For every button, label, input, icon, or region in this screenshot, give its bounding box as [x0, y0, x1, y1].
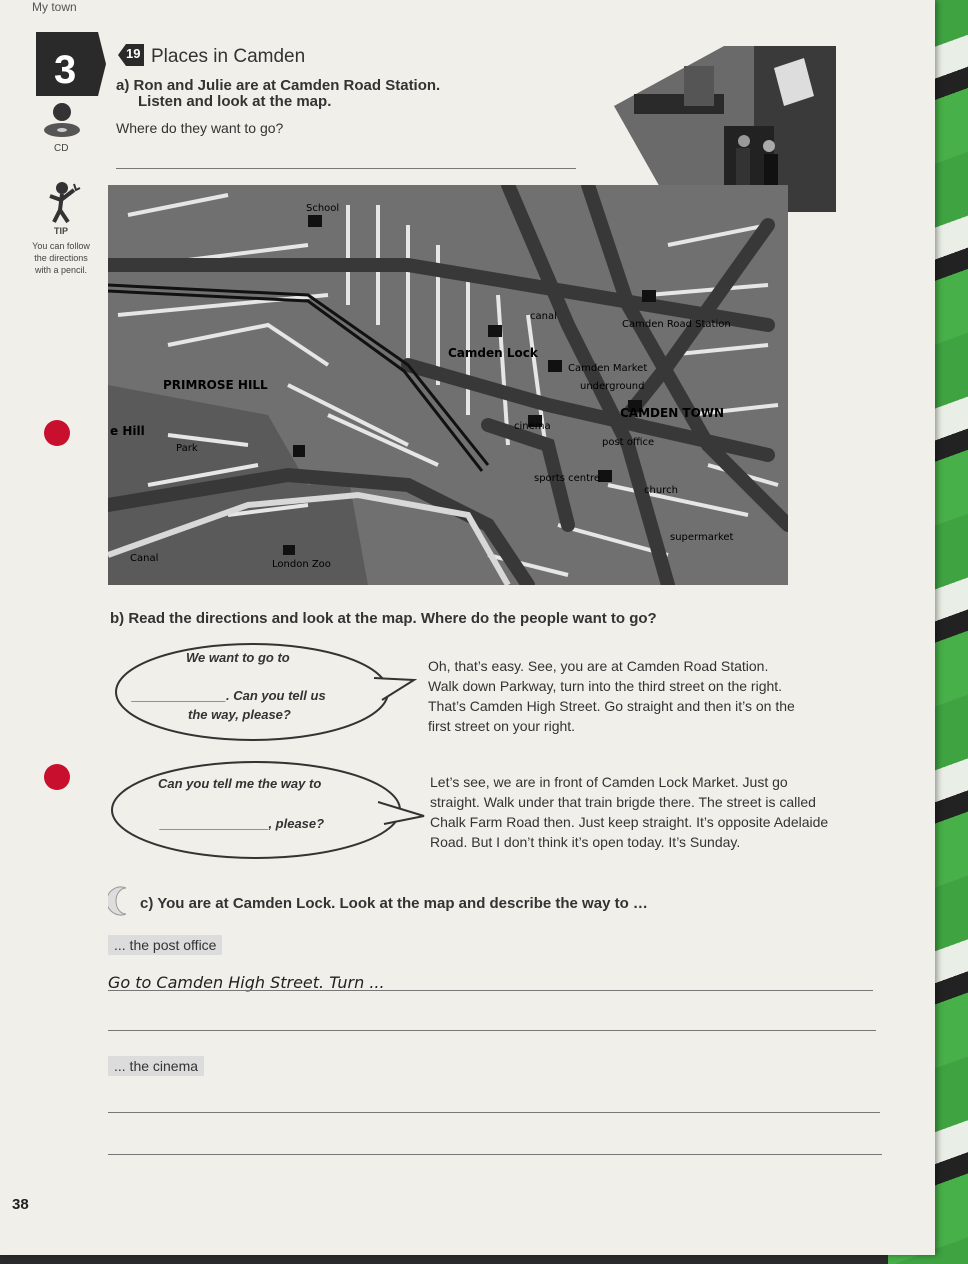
speech-bubble-2 [108, 758, 428, 867]
response-1-line: first street on your right. [428, 718, 576, 734]
handwritten-answer[interactable]: Go to Camden High Street. Turn ... [108, 973, 385, 992]
part-a-question: Where do they want to go? [116, 120, 284, 136]
part-a-answer-line[interactable] [116, 168, 576, 169]
response-2-line: Let’s see, we are in front of Camden Lock Market. Just go [430, 774, 788, 790]
bubble-1-line-3: the way, please? [188, 707, 291, 722]
map-label-park: Park [176, 443, 198, 454]
map-label-camden-lock: Camden Lock [448, 346, 538, 360]
map-label-post-office: post office [602, 437, 655, 448]
tip-text: You can follow the directions with a pencil. [32, 241, 90, 275]
moon-icon [108, 886, 134, 921]
answer-line-4[interactable] [108, 1154, 882, 1155]
map-label-sports-centre: sports centre [534, 473, 601, 484]
response-2-line: Road. But I don’t think it’s open today. It’s Sunday. [430, 834, 741, 850]
cd-icon [40, 100, 84, 145]
map-label-canal: canal [530, 311, 557, 322]
bubble-1-line-1: We want to go to [186, 650, 290, 665]
map-label-camden-town: CAMDEN TOWN [620, 406, 725, 420]
unit-number: 3 [54, 48, 77, 92]
unit-badge [28, 28, 110, 100]
red-bullet-1 [44, 420, 70, 446]
prompt-cinema: ... the cinema [108, 1056, 204, 1076]
map-label-london-zoo: London Zoo [272, 559, 331, 570]
map-label-primrose-hill: PRIMROSE HILL [163, 378, 268, 392]
tip-figure-icon [46, 180, 82, 229]
prompt-post-office: ... the post office [108, 935, 222, 955]
map-label-cinema: cinema [514, 421, 551, 432]
response-2-line: straight. Walk under that train brigde there. The street is called [430, 794, 816, 810]
map-label-school: School [306, 203, 340, 214]
cd-label: CD [54, 143, 69, 154]
track-badge [118, 44, 144, 66]
page-number: 38 [12, 1196, 29, 1213]
bubble-1-line-2[interactable]: _____________. Can you tell us [132, 688, 326, 703]
map-label-hill: e Hill [110, 424, 145, 438]
page-header: My town [32, 0, 77, 14]
camden-map [108, 185, 788, 585]
map-label-camden-market: Camden Market [568, 363, 648, 374]
map-graphic [108, 185, 788, 585]
answer-line-1[interactable] [108, 990, 873, 991]
bubble-2-line-1: Can you tell me the way to [158, 776, 322, 791]
track-number: 19 [126, 46, 141, 61]
response-1-line: Oh, that’s easy. See, you are at Camden Road Station. [428, 658, 769, 674]
bubble-2-line-2[interactable]: _______________, please? [160, 816, 325, 831]
answer-line-3[interactable] [108, 1112, 880, 1113]
section-title: Places in Camden [151, 46, 306, 67]
response-1-line: Walk down Parkway, turn into the third street on the right. [428, 678, 783, 694]
response-2 [430, 772, 828, 852]
part-b-instruction: b) Read the directions and look at the map. Where do the people want to go? [110, 610, 657, 627]
tip-title: TIP [54, 226, 69, 236]
response-1-line: That’s Camden High Street. Go straight and then it’s on the [428, 698, 795, 714]
map-label-canal-left: Canal [130, 553, 159, 564]
red-bullet-2 [44, 764, 70, 790]
map-label-camden-road-station: Camden Road Station [622, 319, 731, 330]
map-label-church: church [644, 485, 678, 496]
part-c-instruction: c) You are at Camden Lock. Look at the map and describe the way to … [140, 895, 648, 912]
map-label-supermarket: supermarket [670, 532, 734, 543]
part-a-instruction-2: Listen and look at the map. [138, 93, 332, 110]
response-2-line: Chalk Farm Road then. Just keep straight. It’s opposite Adelaide [430, 814, 829, 830]
map-label-underground: underground [580, 381, 645, 392]
response-1 [428, 656, 795, 736]
answer-line-2[interactable] [108, 1030, 876, 1031]
part-a-instruction-1: a) Ron and Julie are at Camden Road Station. [116, 77, 441, 94]
